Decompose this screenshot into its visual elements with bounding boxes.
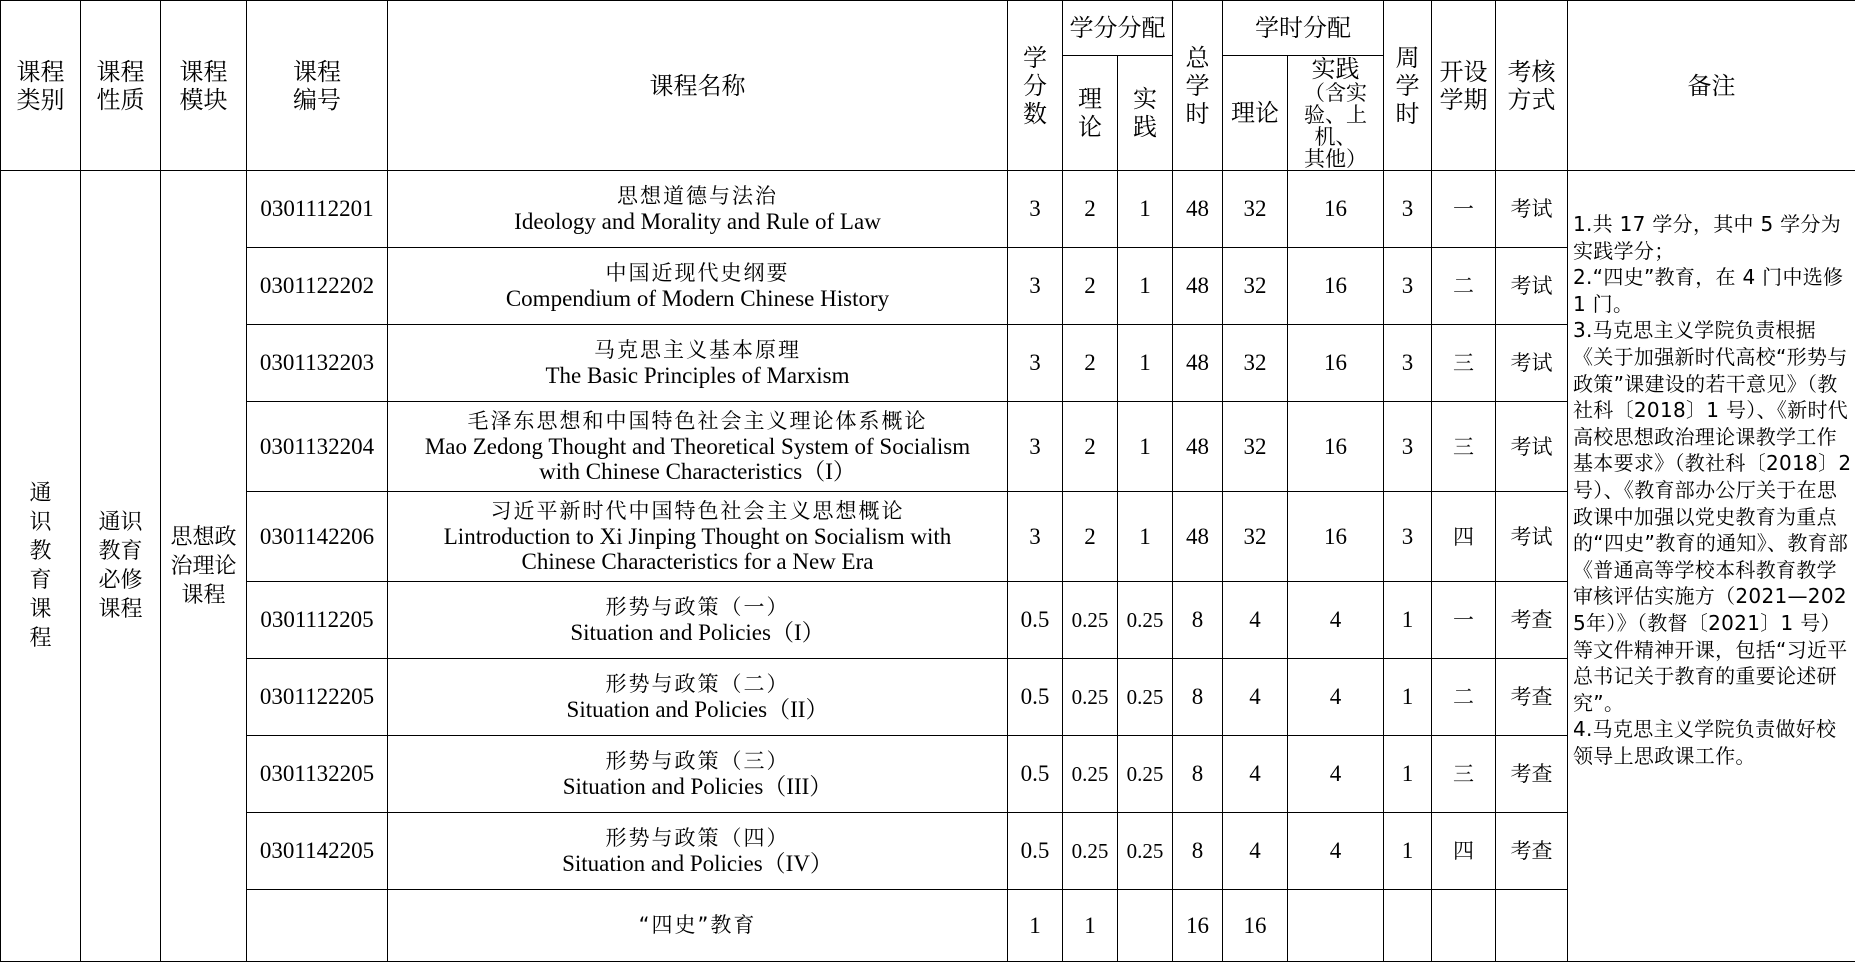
credits-cell: 3 — [1008, 402, 1063, 492]
header-credit-split: 学分分配 — [1063, 1, 1173, 56]
exam-cell: 考试 — [1496, 171, 1568, 248]
header-course-name: 课程名称 — [388, 1, 1008, 171]
course-name-en: Situation and Policies（IV） — [388, 851, 1007, 876]
course-name-cell — [388, 325, 1008, 402]
course-name-cell — [388, 813, 1008, 890]
course-code-cell: 0301122202 — [247, 248, 388, 325]
credit-practice-cell: 0.25 — [1118, 736, 1173, 813]
note-item: 2.“四史”教育，在 4 门中选修 1 门。 — [1573, 264, 1852, 317]
term-cell — [1432, 890, 1496, 962]
credit-practice-cell — [1118, 890, 1173, 962]
credit-practice-cell: 0.25 — [1118, 659, 1173, 736]
exam-cell: 考查 — [1496, 582, 1568, 659]
course-name-zh: 形势与政策（三） — [388, 749, 1007, 774]
hours-theory-cell: 4 — [1223, 582, 1288, 659]
header-module: 课程 模块 — [161, 1, 247, 171]
exam-cell — [1496, 890, 1568, 962]
group-module: 思想政 治理论 课程 — [161, 171, 247, 962]
course-code-cell: 0301132204 — [247, 402, 388, 492]
exam-cell: 考试 — [1496, 325, 1568, 402]
hours-practice-cell: 16 — [1288, 402, 1384, 492]
exam-cell: 考查 — [1496, 736, 1568, 813]
header-exam: 考核 方式 — [1496, 1, 1568, 171]
credits-cell: 0.5 — [1008, 659, 1063, 736]
credit-theory-cell: 0.25 — [1063, 813, 1118, 890]
exam-cell: 考查 — [1496, 813, 1568, 890]
course-name-zh: 马克思主义基本原理 — [388, 338, 1007, 363]
note-item: 3.马克思主义学院负责根据《关于加强新时代高校“形势与政策”课建设的若干意见》（教社科〔2018〕1 号）、《新时代高校思想政治理论课教学工作基本要求》（教社科〔2018〕2 号）、《教育部办公厅关于在思政课中加强以党史教育为重点的“四史”教育的通知》、教育部《普通高等学校本科教育教学审核评估实施方（2021—2025年）》（教督〔2021〕1 号）等文件精神开课，包括“习近平总书记关于教育的重要论述研究”。 — [1573, 317, 1852, 716]
course-name-en: with Chinese Characteristics（I） — [388, 459, 1007, 484]
total-hours-cell: 8 — [1173, 659, 1223, 736]
course-name-cell — [388, 659, 1008, 736]
weekly-hours-cell: 3 — [1384, 248, 1432, 325]
header-weekly-hours: 周 学 时 — [1384, 1, 1432, 171]
course-name-zh: 形势与政策（四） — [388, 826, 1007, 851]
hours-theory-cell: 16 — [1223, 890, 1288, 962]
course-code-cell: 0301112205 — [247, 582, 388, 659]
course-name-en: The Basic Principles of Marxism — [388, 363, 1007, 388]
hours-practice-cell: 4 — [1288, 813, 1384, 890]
term-cell: 二 — [1432, 659, 1496, 736]
credits-cell: 0.5 — [1008, 813, 1063, 890]
course-name-cell — [388, 492, 1008, 582]
course-name-zh: 中国近现代史纲要 — [388, 261, 1007, 286]
hours-practice-cell: 4 — [1288, 659, 1384, 736]
credit-practice-cell: 1 — [1118, 171, 1173, 248]
credit-practice-cell: 0.25 — [1118, 813, 1173, 890]
table-row — [1, 171, 1855, 248]
hours-practice-cell: 4 — [1288, 582, 1384, 659]
group-category: 通 识 教 育 课 程 — [1, 171, 81, 962]
hours-theory-cell: 4 — [1223, 659, 1288, 736]
hours-theory-cell: 4 — [1223, 813, 1288, 890]
hours-practice-cell: 16 — [1288, 492, 1384, 582]
course-name-en: Situation and Policies（III） — [388, 774, 1007, 799]
credit-practice-cell: 1 — [1118, 492, 1173, 582]
header-credit-practice: 实 践 — [1118, 56, 1173, 171]
exam-cell: 考查 — [1496, 659, 1568, 736]
credits-cell: 3 — [1008, 325, 1063, 402]
credit-theory-cell: 2 — [1063, 171, 1118, 248]
hours-theory-cell: 4 — [1223, 736, 1288, 813]
credit-theory-cell: 1 — [1063, 890, 1118, 962]
header-row-1 — [1, 1, 1855, 56]
credit-theory-cell: 0.25 — [1063, 659, 1118, 736]
credit-practice-cell: 1 — [1118, 402, 1173, 492]
credits-cell: 0.5 — [1008, 582, 1063, 659]
total-hours-cell: 8 — [1173, 582, 1223, 659]
notes-cell — [1568, 171, 1855, 962]
credit-theory-cell: 0.25 — [1063, 582, 1118, 659]
credit-theory-cell: 0.25 — [1063, 736, 1118, 813]
course-name-zh: 形势与政策（二） — [388, 672, 1007, 697]
term-cell: 三 — [1432, 325, 1496, 402]
course-name-cell — [388, 736, 1008, 813]
hours-practice-cell — [1288, 890, 1384, 962]
credits-cell: 3 — [1008, 171, 1063, 248]
course-code-cell — [247, 890, 388, 962]
credit-practice-cell: 1 — [1118, 248, 1173, 325]
credit-theory-cell: 2 — [1063, 402, 1118, 492]
header-credits: 学 分 数 — [1008, 1, 1063, 171]
course-name-en: Situation and Policies（I） — [388, 620, 1007, 645]
term-cell: 四 — [1432, 813, 1496, 890]
term-cell: 三 — [1432, 736, 1496, 813]
term-cell: 四 — [1432, 492, 1496, 582]
course-code-cell: 0301142205 — [247, 813, 388, 890]
course-name-zh: “四史”教育 — [388, 913, 1007, 938]
course-name-en: Compendium of Modern Chinese History — [388, 286, 1007, 311]
course-name-cell — [388, 171, 1008, 248]
header-term: 开设 学期 — [1432, 1, 1496, 171]
hours-theory-cell: 32 — [1223, 492, 1288, 582]
header-nature: 课程 性质 — [81, 1, 161, 171]
credits-cell: 0.5 — [1008, 736, 1063, 813]
course-name-en: Mao Zedong Thought and Theoretical System of Socialism — [388, 434, 1007, 459]
note-item: 4.马克思主义学院负责做好校领导上思政课工作。 — [1573, 716, 1852, 769]
total-hours-cell: 48 — [1173, 171, 1223, 248]
weekly-hours-cell: 3 — [1384, 171, 1432, 248]
credit-practice-cell: 1 — [1118, 325, 1173, 402]
credit-theory-cell: 2 — [1063, 325, 1118, 402]
header-hours-theory: 理论 — [1223, 56, 1288, 171]
total-hours-cell: 48 — [1173, 492, 1223, 582]
course-code-cell: 0301112201 — [247, 171, 388, 248]
term-cell: 一 — [1432, 171, 1496, 248]
credits-cell: 3 — [1008, 248, 1063, 325]
header-hours-practice: 实践 （含实 验、上机、 其他） — [1288, 56, 1384, 171]
header-credit-theory: 理 论 — [1063, 56, 1118, 171]
course-code-cell: 0301122205 — [247, 659, 388, 736]
header-hours-split: 学时分配 — [1223, 1, 1384, 56]
weekly-hours-cell: 1 — [1384, 582, 1432, 659]
credits-cell: 3 — [1008, 492, 1063, 582]
hours-theory-cell: 32 — [1223, 171, 1288, 248]
weekly-hours-cell: 3 — [1384, 492, 1432, 582]
weekly-hours-cell: 3 — [1384, 325, 1432, 402]
course-name-zh: 形势与政策（一） — [388, 595, 1007, 620]
weekly-hours-cell: 1 — [1384, 659, 1432, 736]
course-code-cell: 0301132203 — [247, 325, 388, 402]
course-name-cell — [388, 402, 1008, 492]
credit-theory-cell: 2 — [1063, 492, 1118, 582]
course-name-zh: 毛泽东思想和中国特色社会主义理论体系概论 — [388, 409, 1007, 434]
header-notes: 备注 — [1568, 1, 1855, 171]
total-hours-cell: 48 — [1173, 402, 1223, 492]
exam-cell: 考试 — [1496, 492, 1568, 582]
course-rows — [1, 171, 1855, 962]
term-cell: 三 — [1432, 402, 1496, 492]
group-nature: 通识 教育 必修 课程 — [81, 171, 161, 962]
course-code-cell: 0301132205 — [247, 736, 388, 813]
total-hours-cell: 16 — [1173, 890, 1223, 962]
course-name-cell — [388, 248, 1008, 325]
course-name-zh: 习近平新时代中国特色社会主义思想概论 — [388, 499, 1007, 524]
course-name-en: Chinese Characteristics for a New Era — [388, 549, 1007, 574]
header-code: 课程 编号 — [247, 1, 388, 171]
credit-theory-cell: 2 — [1063, 248, 1118, 325]
header-total-hours: 总 学 时 — [1173, 1, 1223, 171]
total-hours-cell: 8 — [1173, 736, 1223, 813]
hours-theory-cell: 32 — [1223, 248, 1288, 325]
exam-cell: 考试 — [1496, 248, 1568, 325]
hours-theory-cell: 32 — [1223, 325, 1288, 402]
weekly-hours-cell: 1 — [1384, 736, 1432, 813]
weekly-hours-cell: 3 — [1384, 402, 1432, 492]
hours-practice-cell: 4 — [1288, 736, 1384, 813]
total-hours-cell: 48 — [1173, 248, 1223, 325]
hours-practice-cell: 16 — [1288, 248, 1384, 325]
course-name-zh: 思想道德与法治 — [388, 184, 1007, 209]
term-cell: 二 — [1432, 248, 1496, 325]
weekly-hours-cell: 1 — [1384, 813, 1432, 890]
credit-practice-cell: 0.25 — [1118, 582, 1173, 659]
hours-practice-cell: 16 — [1288, 171, 1384, 248]
hours-theory-cell: 32 — [1223, 402, 1288, 492]
total-hours-cell: 48 — [1173, 325, 1223, 402]
weekly-hours-cell — [1384, 890, 1432, 962]
course-name-en: Situation and Policies（II） — [388, 697, 1007, 722]
course-name-en: Lintroduction to Xi Jinping Thought on Socialism with — [388, 524, 1007, 549]
term-cell: 一 — [1432, 582, 1496, 659]
exam-cell: 考试 — [1496, 402, 1568, 492]
credits-cell: 1 — [1008, 890, 1063, 962]
course-name-en: Ideology and Morality and Rule of Law — [388, 209, 1007, 234]
note-item: 1.共 17 学分，其中 5 学分为实践学分； — [1573, 211, 1852, 264]
hours-practice-cell: 16 — [1288, 325, 1384, 402]
header-category: 课程 类别 — [1, 1, 81, 171]
total-hours-cell: 8 — [1173, 813, 1223, 890]
course-code-cell: 0301142206 — [247, 492, 388, 582]
course-name-cell — [388, 890, 1008, 962]
course-name-cell — [388, 582, 1008, 659]
